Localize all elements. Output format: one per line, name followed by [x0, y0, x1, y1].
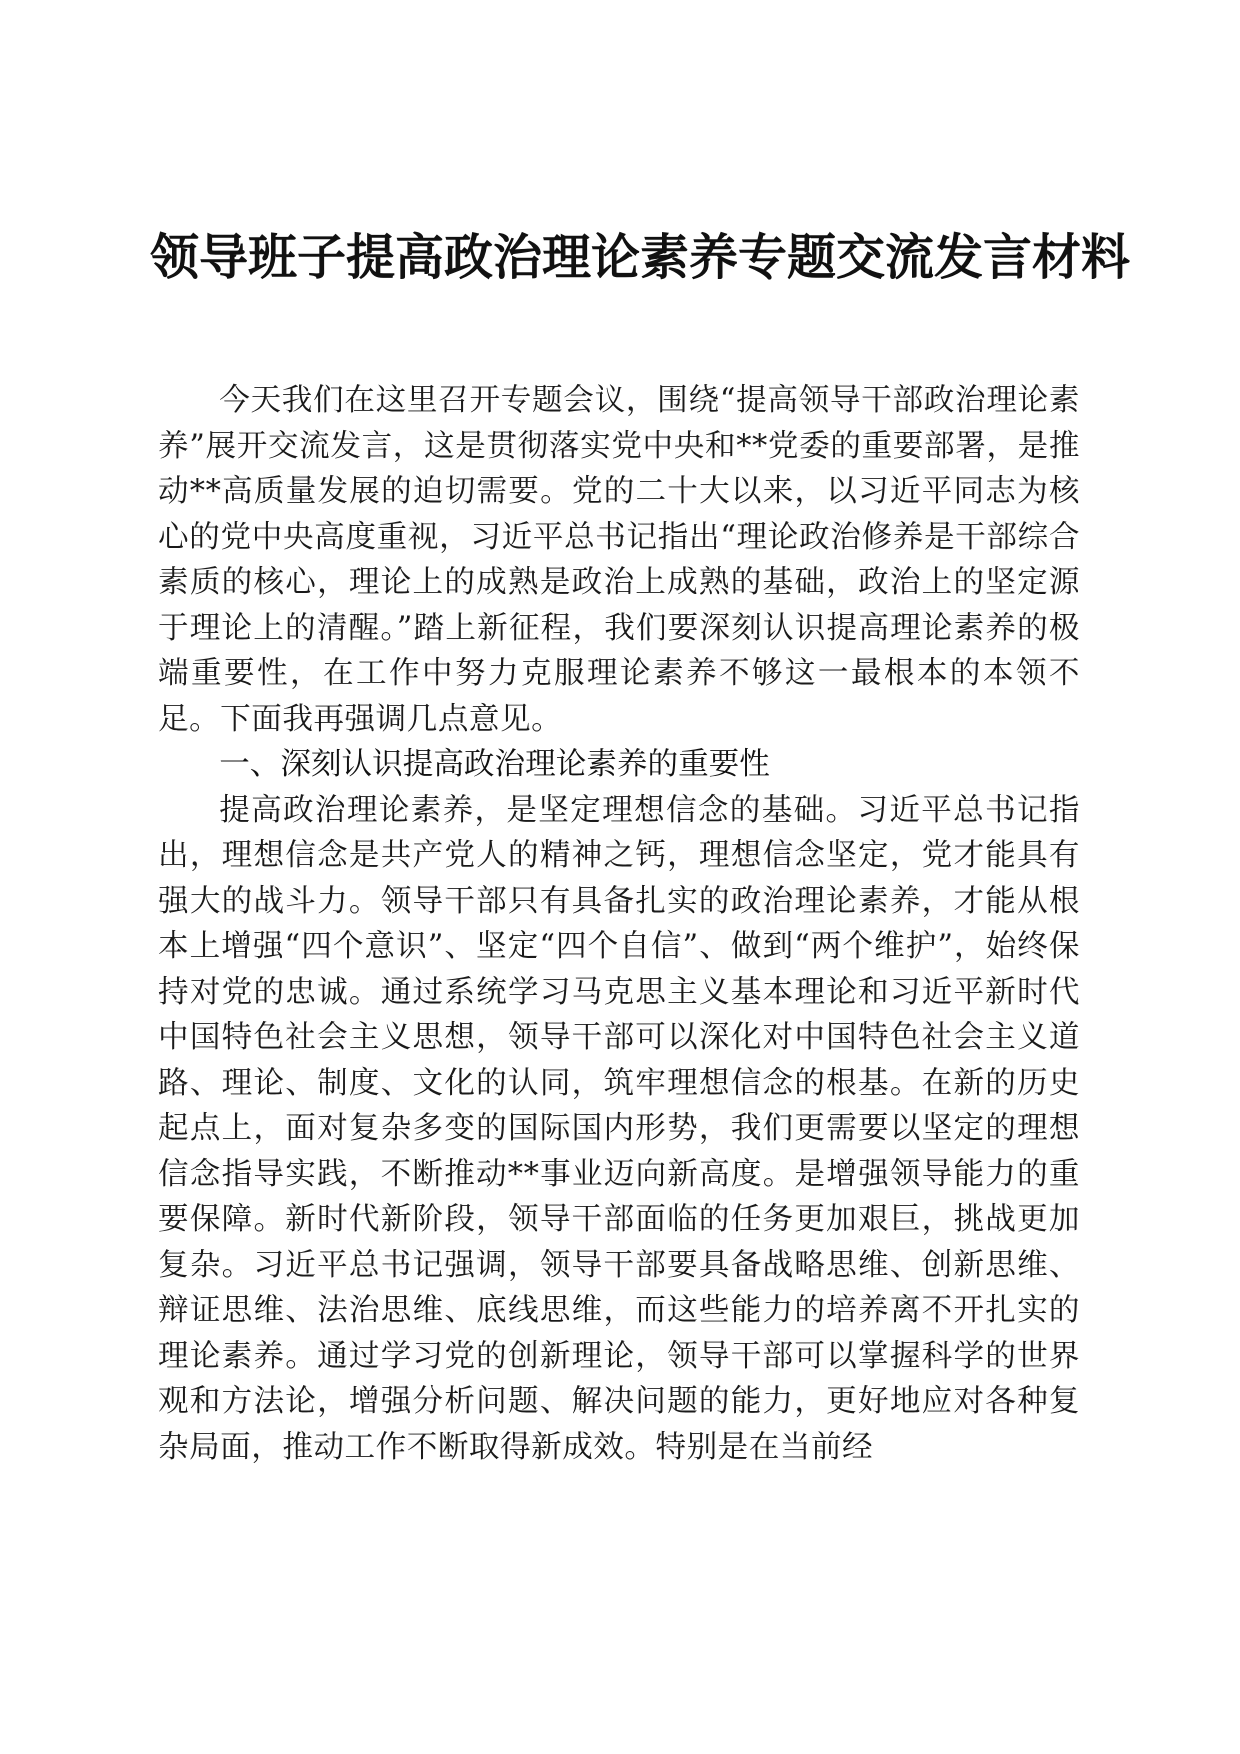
document-body	[158, 378, 1080, 1470]
document-title: 领导班子提高政治理论素养专题交流发言材料	[150, 228, 1131, 286]
intro-paragraph: 今天我们在这里召开专题会议，围绕“提高领导干部政治理论素养”展开交流发言，这是贯彻落实党中央和**党委的重要部署，是推动**高质量发展的迫切需要。党的二十大以来，以习近平同志为核心的党中央高度重视，习近平总书记指出“理论政治修养是干部综合素质的核心，理论上的成熟是政治上成熟的基础，政治上的坚定源于理论上的清醒。”踏上新征程，我们要深刻认识提高理论素养的极端重要性，在工作中努力克服理论素养不够这一最根本的本领不足。下面我再强调几点意见。	[158, 383, 1080, 737]
section-1-paragraph: 提高政治理论素养，是坚定理想信念的基础。习近平总书记指出，理想信念是共产党人的精神之钙，理想信念坚定，党才能具有强大的战斗力。领导干部只有具备扎实的政治理论素养，才能从根本上增强“四个意识”、坚定“四个自信”、做到“两个维护”，始终保持对党的忠诚。通过系统学习马克思主义基本理论和习近平新时代中国特色社会主义思想，领导干部可以深化对中国特色社会主义道路、理论、制度、文化的认同，筑牢理想信念的根基。在新的历史起点上，面对复杂多变的国际国内形势，我们更需要以坚定的理想信念指导实践，不断推动**事业迈向新高度。是增强领导能力的重要保障。新时代新阶段，领导干部面临的任务更加艰巨，挑战更加复杂。习近平总书记强调，领导干部要具备战略思维、创新思维、辩证思维、法治思维、底线思维，而这些能力的培养离不开扎实的理论素养。通过学习党的创新理论，领导干部可以掌握科学的世界观和方法论，增强分析问题、解决问题的能力，更好地应对各种复杂局面，推动工作不断取得新成效。特别是在当前经	[158, 792, 1080, 1465]
section-1-heading: 一、深刻认识提高政治理论素养的重要性	[219, 747, 770, 782]
